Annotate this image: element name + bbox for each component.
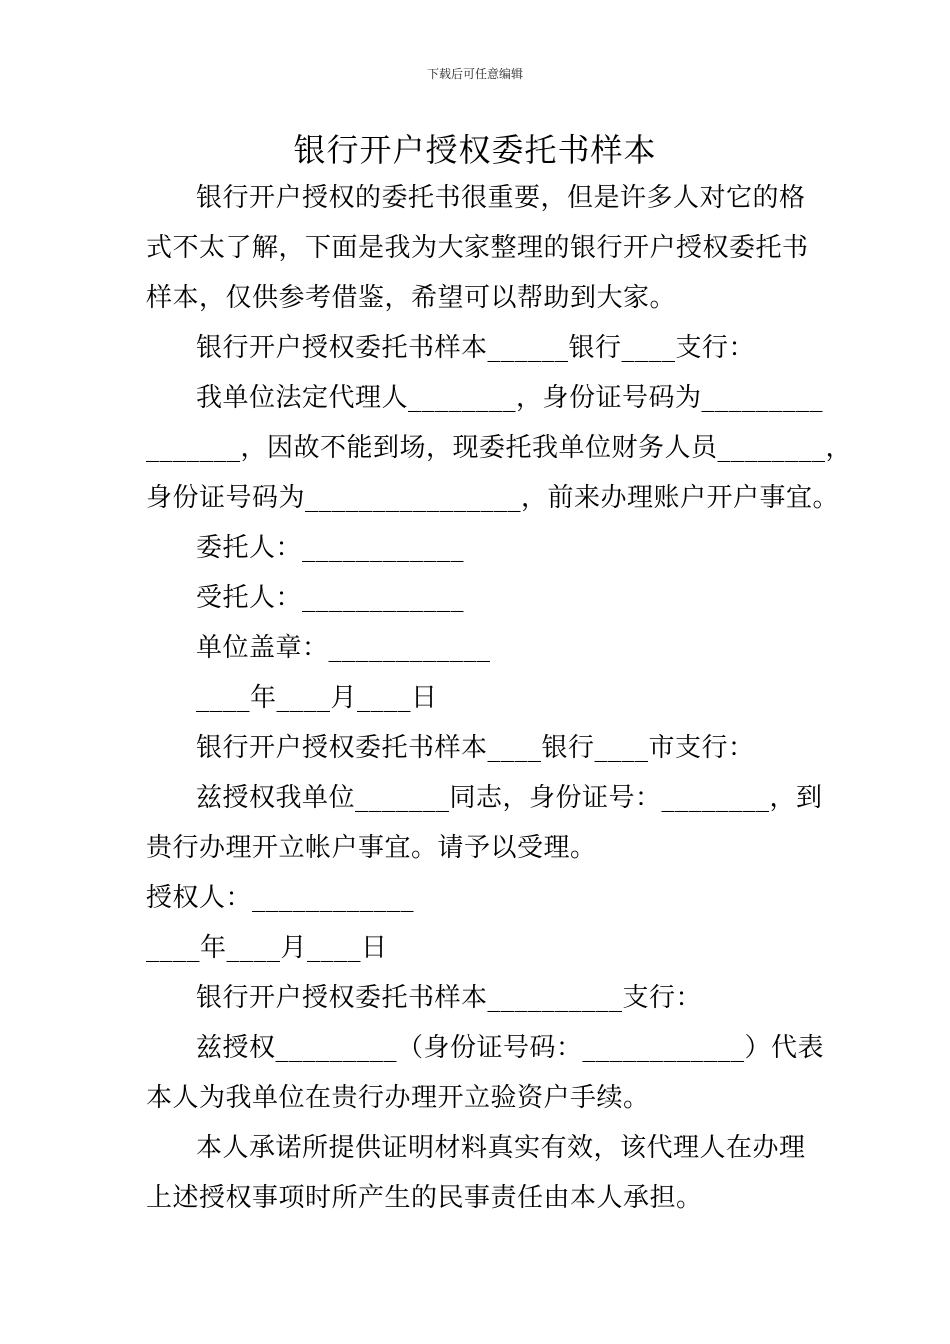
paragraph-line: 我单位法定代理人________，身份证号码为_________ (196, 383, 824, 413)
paragraph-line: 银行开户授权的委托书很重要，但是许多人对它的格 (196, 183, 806, 213)
paragraph-line: 本人为我单位在贵行办理开立验资户手续。 (146, 1083, 650, 1113)
header-note: 下载后可任意编辑 (426, 67, 523, 81)
paragraph-line: 样本，仅供参考借鉴，希望可以帮助到大家。 (146, 283, 677, 313)
sample-heading-2: 银行开户授权委托书样本____银行____市支行： (196, 733, 755, 763)
paragraph-line: 上述授权事项时所产生的民事责任由本人承担。 (146, 1183, 703, 1213)
paragraph-line: _______，因故不能到场，现委托我单位财务人员________， (146, 433, 853, 463)
paragraph-line: 式不太了解，下面是我为大家整理的银行开户授权委托书 (146, 233, 809, 263)
paragraph-line: 兹授权_________（身份证号码：____________）代表 (196, 1033, 825, 1063)
sample-heading-1: 银行开户授权委托书样本______银行____支行： (196, 333, 756, 363)
signature-line-principal: 委托人：____________ (196, 533, 465, 563)
document-title: 银行开户授权委托书样本 (293, 131, 657, 169)
seal-line: 单位盖章：____________ (196, 633, 491, 663)
paragraph-line: 贵行办理开立帐户事宜。请予以受理。 (146, 833, 597, 863)
paragraph-line: 本人承诺所提供证明材料真实有效，该代理人在办理 (196, 1133, 806, 1163)
signature-line-authorizer: 授权人：____________ (146, 883, 415, 913)
paragraph-line: 身份证号码为________________，前来办理账户开户事宜。 (146, 483, 840, 513)
paragraph-line: 兹授权我单位_______同志，身份证号：________，到 (196, 783, 823, 813)
date-line: ____年____月____日 (146, 933, 388, 963)
date-line: ____年____月____日 (196, 683, 438, 713)
sample-heading-3: 银行开户授权委托书样本__________支行： (196, 983, 703, 1013)
signature-line-agent: 受托人：____________ (196, 583, 465, 613)
